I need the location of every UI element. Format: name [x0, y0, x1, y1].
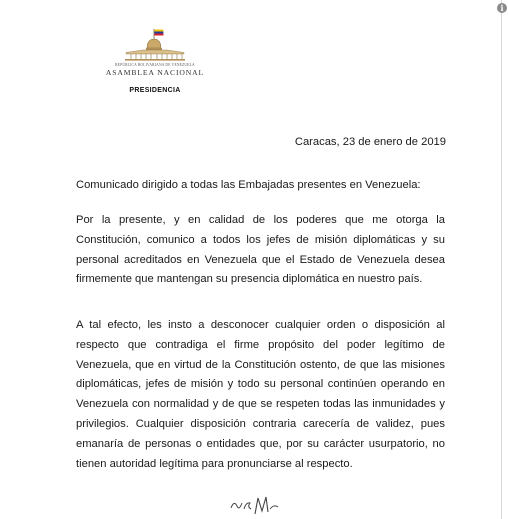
republic-caption: REPÚBLICA BOLIVARIANA DE VENEZUELA: [115, 63, 195, 67]
institution-name: ASAMBLEA NACIONAL: [105, 68, 205, 77]
letter-date: Caracas, 23 de enero de 2019: [294, 136, 446, 148]
letter-paragraph: Por la presente, y en calidad de los poderes que me otorga la Constitución, comunico a todos los jefes de misión diplomáticas y su personal acreditados en Venezuela que el Estado de Venezuela desea firmemente que mantengan su presencia diplomática en nuestro país.: [76, 214, 445, 286]
letter-paragraph: A tal efecto, les insto a desconocer cualquier orden o disposición al respecto que contradiga el firme propósito del poder legítimo de Venezuela, que en virtud de la Constitución ostento, de que las misiones diplomáticas, jefes de misión y todo su personal continúen operando en Venezuela con normalidad y de que se respeten todas las inmunidades y privilegios. Cualquier disposición contraria carecería de validez, pues emanaría de personas o entidades que, por su carácter usurpatorio, no tienen autoridad legítima para pronunciarse al respecto.: [76, 319, 445, 470]
info-icon[interactable]: i: [497, 3, 507, 13]
office-title: PRESIDENCIA: [129, 87, 181, 94]
letterhead: [98, 28, 212, 94]
signature-icon: [228, 494, 280, 518]
letter-salutation: Comunicado dirigido a todas las Embajadas presentes en Venezuela:: [76, 179, 421, 191]
capitol-emblem-icon: [123, 28, 187, 62]
